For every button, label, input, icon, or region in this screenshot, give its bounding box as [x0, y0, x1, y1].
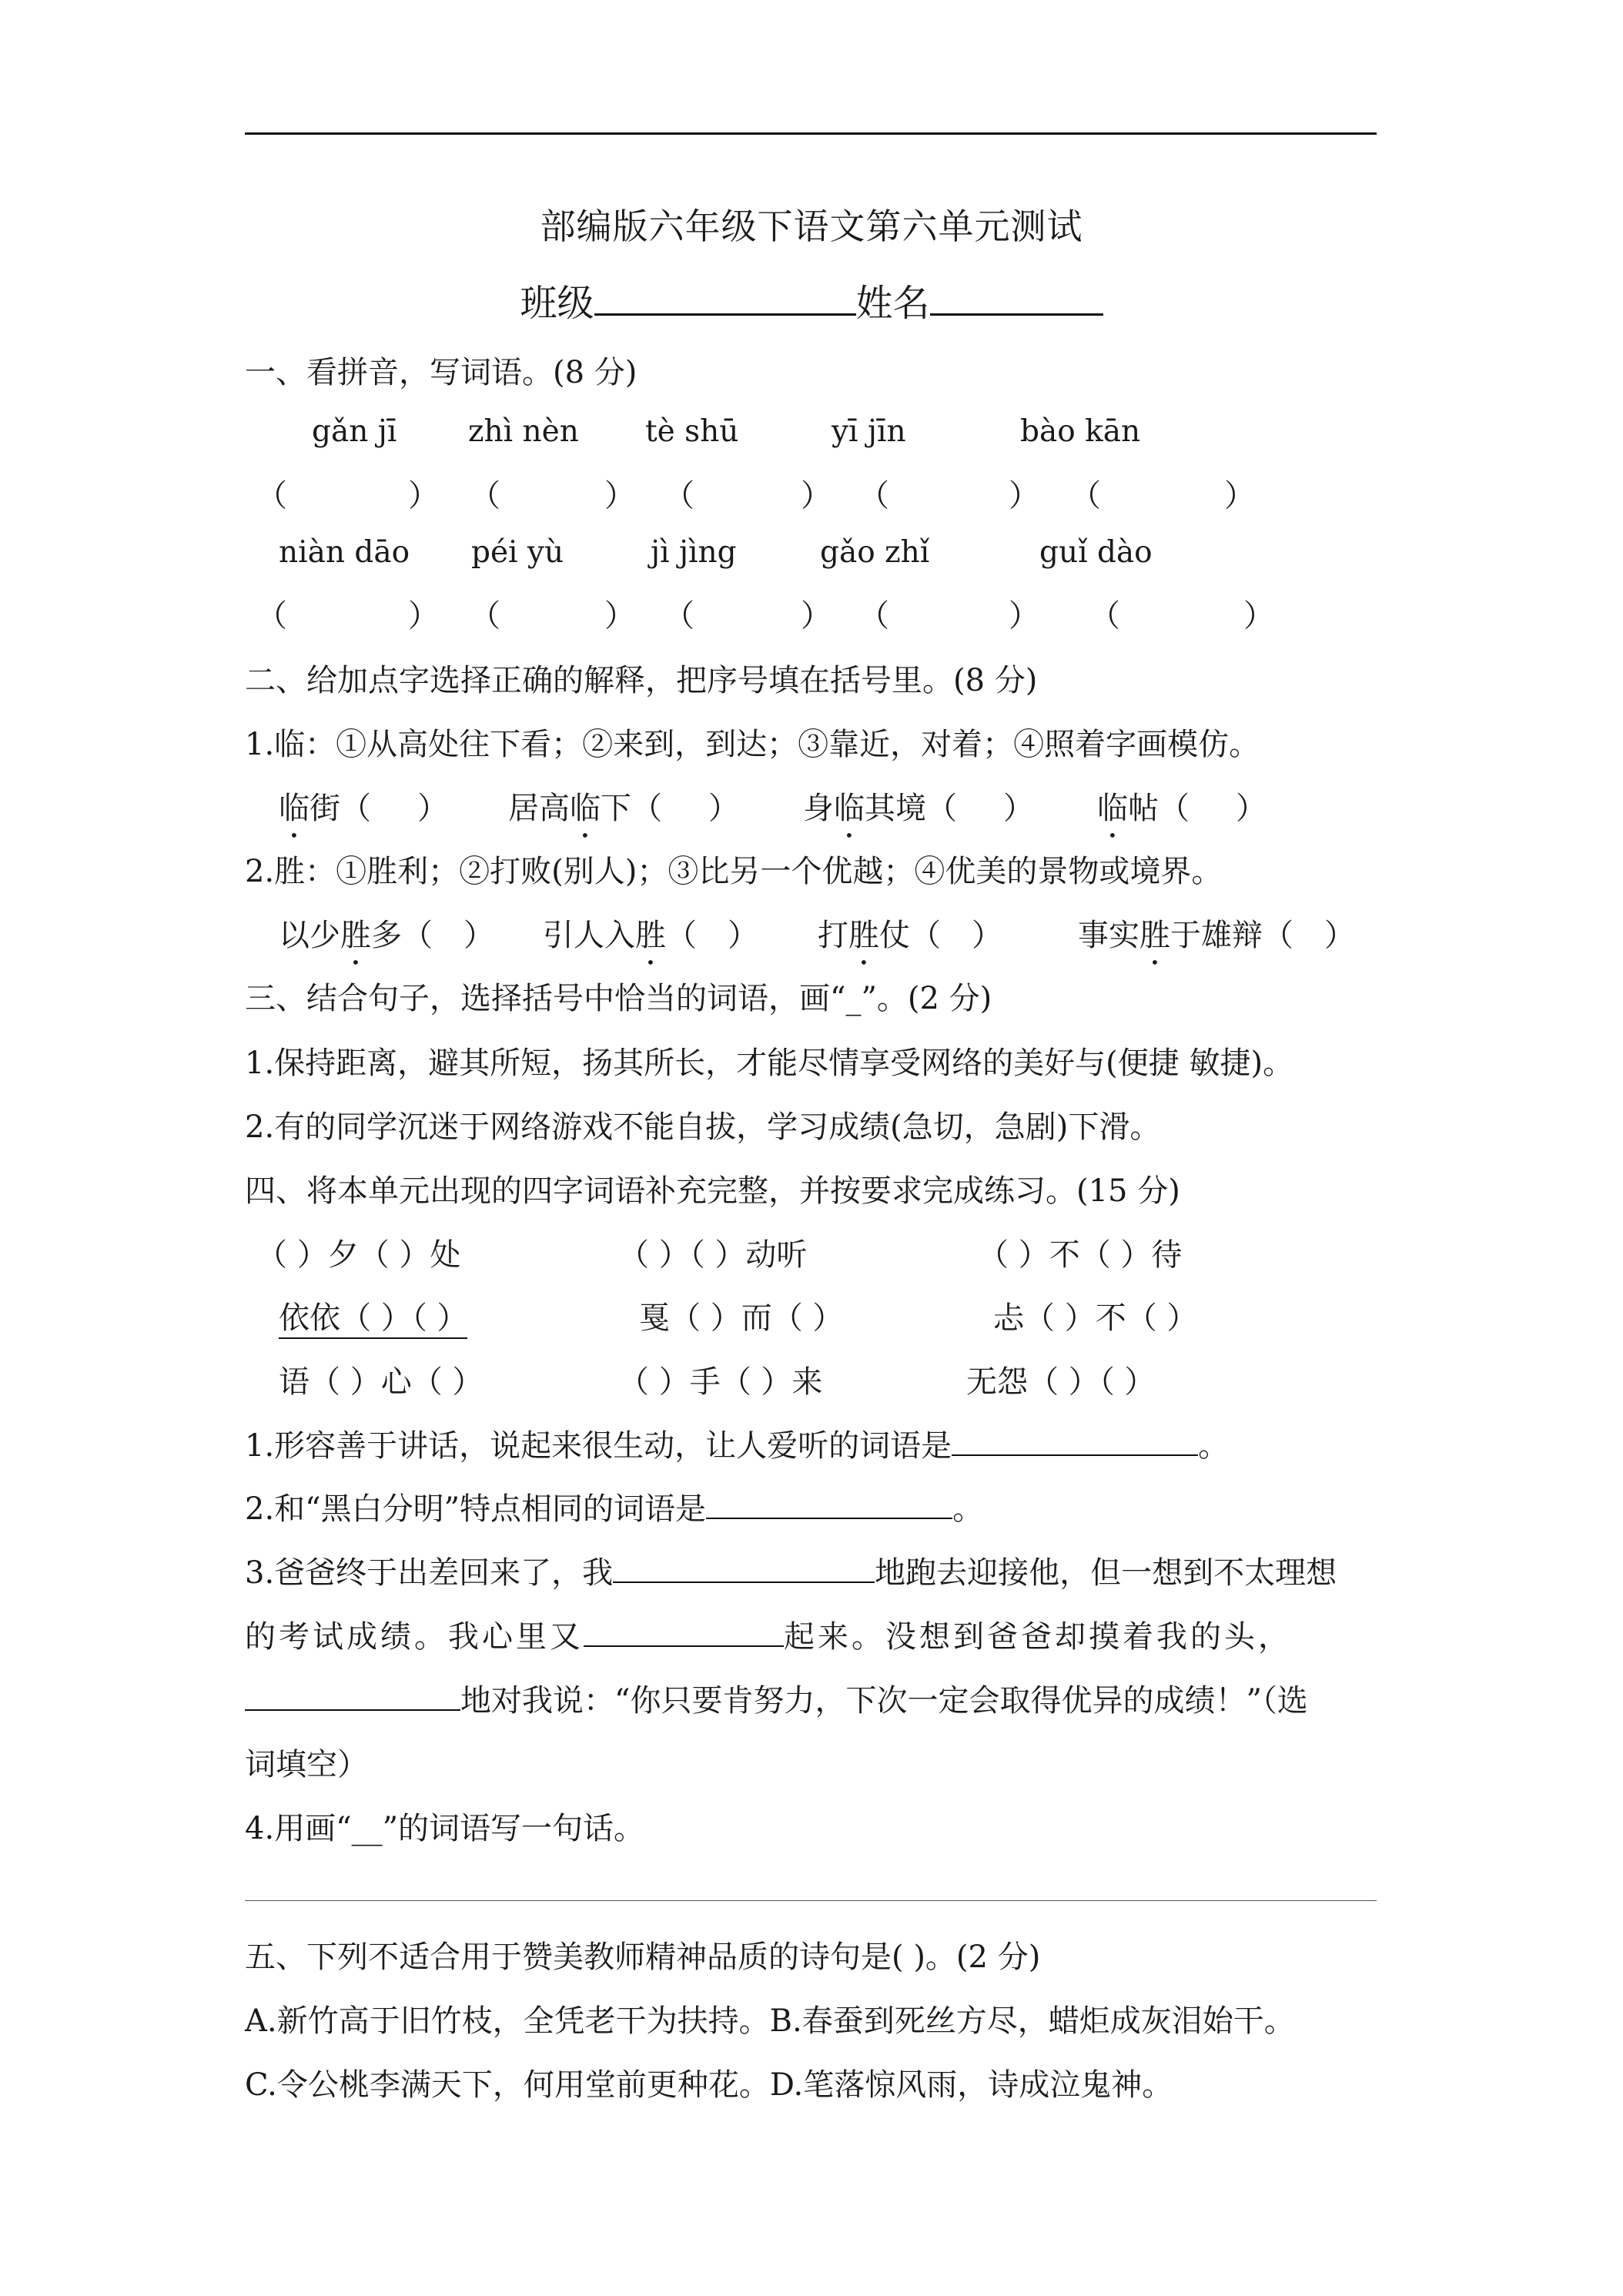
q4-sub-3-line-2: 的考试成绩。我心里又 起来。没想到爸爸却摸着我的头，: [245, 1612, 1377, 1656]
idiom-blank[interactable]: （ ）夕（ ）处: [256, 1237, 461, 1273]
word-shenlinqijing: 身临其境（ ）: [803, 791, 1034, 826]
idiom-blank[interactable]: （ ）不（ ）待: [978, 1237, 1183, 1273]
idiom-blank[interactable]: 无怨（ ）（ ）: [966, 1364, 1156, 1400]
answer-blank[interactable]: [584, 1615, 784, 1647]
pinyin-item: zhì nèn: [468, 414, 579, 449]
answer-paren-open: （: [256, 598, 287, 634]
writing-line[interactable]: [245, 1900, 1377, 1901]
answer-blank[interactable]: [706, 1487, 952, 1519]
q3-item-2: 2.有的同学沉迷于网络游戏不能自拔，学习成绩(急切，急剧)下滑。: [245, 1110, 1161, 1145]
pinyin-item: tè shū: [645, 414, 739, 449]
q5-options-line-1: A.新竹高于旧竹枝，全凭老干为扶持。B.春蚕到死丝方尽，蜡炬成灰泪始干。: [245, 2003, 1295, 2039]
answer-paren-close: ）: [408, 478, 439, 514]
class-label: 班级: [520, 282, 594, 325]
word-lintie: 临帖（ ）: [1097, 791, 1267, 826]
pinyin-item: bào kān: [1020, 414, 1141, 449]
answer-paren-close: ）: [801, 478, 832, 514]
idiom-blank[interactable]: （ ）手（ ）来: [618, 1364, 823, 1400]
word-linjie: 临街（ ）: [279, 791, 448, 826]
idiom-blank[interactable]: 语（ ）心（ ）: [279, 1364, 484, 1400]
word-dashengzhang: 打胜仗（ ）: [818, 918, 1002, 953]
q4-sub-3-line-4: 词填空）: [245, 1747, 368, 1782]
q5-heading: 五、下列不适合用于赞美教师精神品质的诗句是( )。(2 分): [245, 1940, 1041, 1975]
answer-paren-open: （: [1089, 598, 1120, 634]
pinyin-item: guǐ dào: [1039, 535, 1153, 570]
answer-paren-open: （: [858, 478, 889, 514]
word-shishishengyuxiongbian: 事实胜于雄辩（ ）: [1078, 918, 1355, 953]
answer-paren-open: （: [664, 598, 694, 634]
pinyin-item: niàn dāo: [279, 535, 410, 570]
q4-sub-3-line-1: 3.爸爸终于出差回来了，我 地跑去迎接他，但一想到不太理想: [245, 1548, 1377, 1592]
q4-sub-1: 1.形容善于讲话，说起来很生动，让人爱听的词语是 。: [245, 1421, 1377, 1465]
answer-paren-close: ）: [801, 598, 832, 634]
header-rule: [245, 132, 1377, 135]
q2-heading: 二、给加点字选择正确的解释，把序号填在括号里。(8 分): [245, 663, 1038, 698]
q4-sub-2: 2.和“黑白分明”特点相同的词语是 。: [245, 1484, 1377, 1528]
pinyin-item: péi yù: [471, 535, 564, 570]
answer-blank[interactable]: [245, 1678, 460, 1711]
pinyin-item: yī jīn: [832, 414, 906, 449]
answer-blank[interactable]: [613, 1551, 875, 1583]
answer-paren-close: ）: [604, 478, 635, 514]
pinyin-item: gǎn jī: [312, 414, 397, 449]
q5-options-line-2: C.令公桃李满天下，何用堂前更种花。D.笔落惊风雨，诗成泣鬼神。: [245, 2067, 1173, 2103]
page-title: 部编版六年级下语文第六单元测试: [540, 206, 1083, 247]
q3-item-1: 1.保持距离，避其所短，扬其所长，才能尽情享受网络的美好与(便捷 敏捷)。: [245, 1046, 1294, 1081]
q2-item-1: 1.临：①从高处往下看；②来到，到达；③靠近，对着；④照着字画模仿。: [245, 727, 1260, 762]
word-jugaolinxia: 居高临下（ ）: [508, 791, 739, 826]
class-blank[interactable]: [594, 278, 856, 316]
answer-paren-close: ）: [408, 598, 439, 634]
answer-paren-open: （: [470, 598, 500, 634]
answer-paren-close: ）: [1224, 478, 1255, 514]
q4-heading: 四、将本单元出现的四字词语补充完整，并按要求完成练习。(15 分): [245, 1173, 1180, 1209]
word-yinrenrusheng: 引人入胜（ ）: [543, 918, 758, 953]
answer-paren-open: （: [664, 478, 694, 514]
q4-sub-4: 4.用画“__”的词语写一句话。: [245, 1811, 645, 1846]
idiom-blank[interactable]: 忐（ ）不（ ）: [993, 1300, 1198, 1336]
answer-paren-close: ）: [1243, 598, 1274, 634]
answer-paren-close: ）: [1009, 598, 1039, 634]
answer-paren-open: （: [256, 478, 287, 514]
q2-item-2: 2.胜：①胜利；②打败(别人)；③比另一个优越；④优美的景物或境界。: [245, 854, 1223, 889]
q4-sub-3-line-3: 地对我说：“你只要肯努力，下次一定会取得优异的成绩！”（选: [245, 1676, 1377, 1720]
q1-heading: 一、看拼音，写词语。(8 分): [245, 355, 637, 390]
idiom-blank-underlined[interactable]: 依依（ ）（ ）: [279, 1294, 467, 1339]
name-label: 姓名: [855, 282, 930, 325]
pinyin-item: jì jìng: [651, 535, 737, 570]
q3-heading: 三、结合句子，选择括号中恰当的词语，画“_”。(2 分): [245, 981, 992, 1016]
word-yishaoshengduo: 以少胜多（ ）: [279, 918, 494, 953]
answer-paren-open: （: [470, 478, 500, 514]
answer-paren-close: ）: [604, 598, 635, 634]
answer-blank[interactable]: [952, 1424, 1198, 1456]
idiom-blank[interactable]: （ ）（ ）动听: [618, 1237, 808, 1273]
answer-paren-open: （: [858, 598, 889, 634]
idiom-blank[interactable]: 戛（ ）而（ ）: [639, 1300, 844, 1336]
name-blank[interactable]: [930, 278, 1103, 316]
pinyin-item: gǎo zhǐ: [820, 535, 930, 570]
class-name-line: [0, 273, 1623, 326]
answer-paren-open: （: [1070, 478, 1101, 514]
answer-paren-close: ）: [1009, 478, 1039, 514]
